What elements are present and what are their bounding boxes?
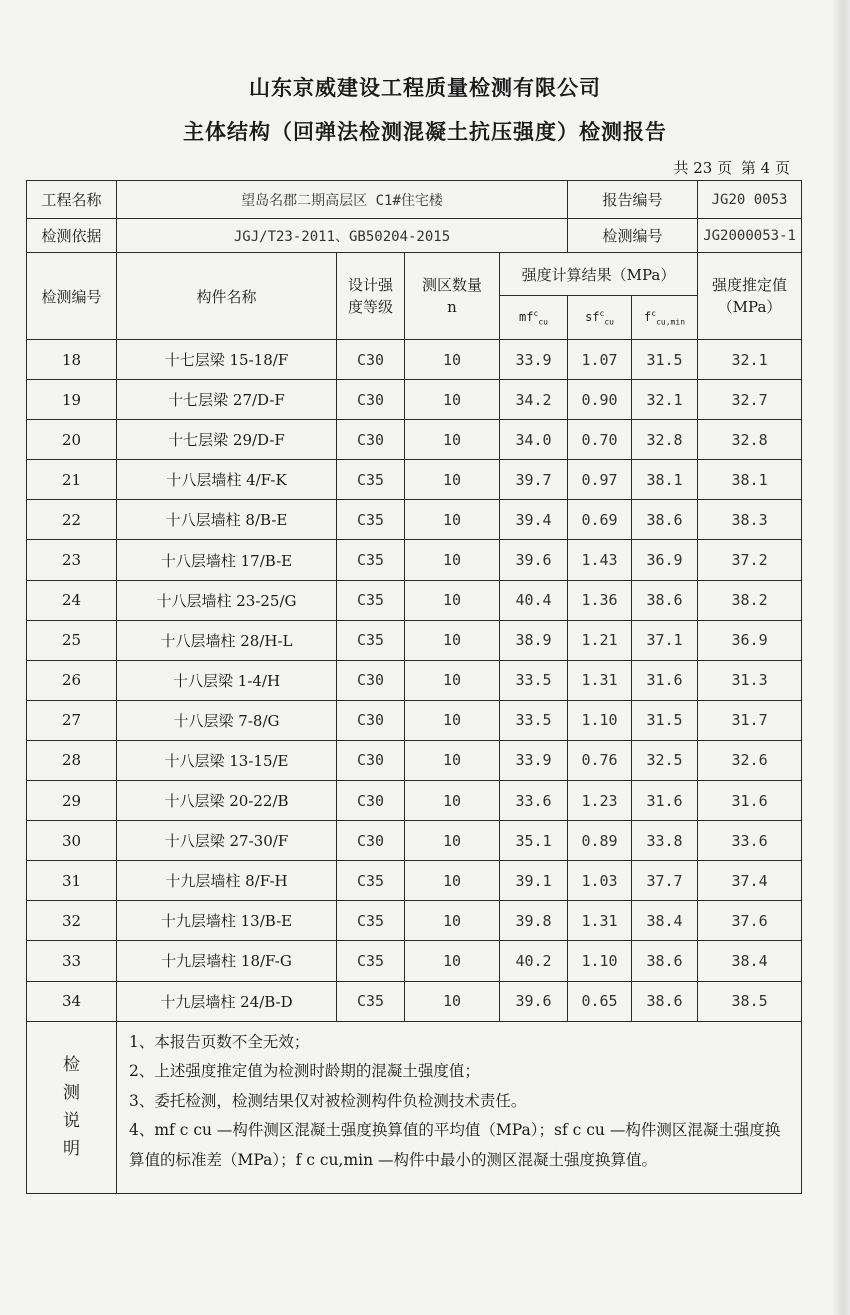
table-row — [27, 340, 802, 380]
header-row-1 — [27, 253, 802, 296]
cell-member: 十七层梁 15-18/F — [117, 340, 337, 380]
cell-zones: 10 — [405, 460, 500, 500]
cell-fmin: 31.6 — [632, 660, 698, 700]
col-header-mf — [500, 296, 568, 340]
cell-grade: C30 — [337, 340, 405, 380]
info-row-basis — [27, 219, 802, 253]
col-header-zones-symbol: n — [447, 298, 457, 316]
table-row — [27, 580, 802, 620]
cell-grade: C35 — [337, 941, 405, 981]
cell-sf: 0.76 — [568, 740, 632, 780]
cell-member: 十八层梁 27-30/F — [117, 821, 337, 861]
cell-mf: 39.1 — [500, 861, 568, 901]
notes-row — [27, 1021, 802, 1193]
cell-sf: 0.70 — [568, 420, 632, 460]
cell-zones: 10 — [405, 781, 500, 821]
cell-zones: 10 — [405, 420, 500, 460]
cell-member: 十八层墙柱 28/H-L — [117, 620, 337, 660]
project-value: 望岛名郡二期高层区 C1#住宅楼 — [117, 181, 568, 219]
cell-grade: C35 — [337, 460, 405, 500]
cell-id: 18 — [27, 340, 117, 380]
col-header-grade: 设计强度等级 — [337, 253, 405, 340]
cell-id: 23 — [27, 540, 117, 580]
cell-id: 22 — [27, 500, 117, 540]
page-info — [600, 157, 790, 178]
cell-mf: 34.0 — [500, 420, 568, 460]
cell-grade: C30 — [337, 660, 405, 700]
cell-fmin: 38.1 — [632, 460, 698, 500]
cell-est: 32.7 — [698, 380, 802, 420]
page-edge — [832, 0, 850, 1315]
cell-grade: C35 — [337, 901, 405, 941]
cell-id: 19 — [27, 380, 117, 420]
cell-member: 十九层墙柱 24/B-D — [117, 981, 337, 1021]
cell-fmin: 36.9 — [632, 540, 698, 580]
cell-est: 36.9 — [698, 620, 802, 660]
cell-mf: 34.2 — [500, 380, 568, 420]
cell-id: 29 — [27, 781, 117, 821]
cell-fmin: 31.5 — [632, 340, 698, 380]
table-row — [27, 861, 802, 901]
col-header-fmin — [632, 296, 698, 340]
cell-mf: 38.9 — [500, 620, 568, 660]
note-line-3: 3、委托检测，检测结果仅对被检测构件负检测技术责任。 — [129, 1091, 527, 1110]
project-label: 工程名称 — [27, 181, 117, 219]
notes-label-text: 检测说明 — [63, 1055, 80, 1160]
cell-grade: C35 — [337, 861, 405, 901]
cell-fmin: 32.5 — [632, 740, 698, 780]
cell-member: 十八层梁 20-22/B — [117, 781, 337, 821]
cell-member: 十八层梁 7-8/G — [117, 700, 337, 740]
table-row — [27, 500, 802, 540]
cell-sf: 0.65 — [568, 981, 632, 1021]
fmin-base: f — [644, 309, 652, 324]
cell-est: 32.6 — [698, 740, 802, 780]
cell-zones: 10 — [405, 620, 500, 660]
table-row — [27, 380, 802, 420]
cell-sf: 1.31 — [568, 901, 632, 941]
col-header-calc: 强度计算结果（MPa） — [500, 253, 698, 296]
sf-sup: c — [599, 308, 605, 318]
cell-member: 十八层墙柱 17/B-E — [117, 540, 337, 580]
cell-zones: 10 — [405, 981, 500, 1021]
cell-grade: C35 — [337, 620, 405, 660]
col-header-est: 强度推定值（MPa） — [698, 253, 802, 340]
cell-sf: 1.36 — [568, 580, 632, 620]
cell-member: 十八层梁 13-15/E — [117, 740, 337, 780]
cell-id: 24 — [27, 580, 117, 620]
cell-grade: C35 — [337, 500, 405, 540]
table-row — [27, 740, 802, 780]
cell-sf: 1.31 — [568, 660, 632, 700]
cell-id: 28 — [27, 740, 117, 780]
table-row — [27, 901, 802, 941]
col-header-id: 检测编号 — [27, 253, 117, 340]
cell-id: 20 — [27, 420, 117, 460]
cell-mf: 39.7 — [500, 460, 568, 500]
cell-zones: 10 — [405, 540, 500, 580]
report-table — [26, 180, 802, 1194]
col-header-member: 构件名称 — [117, 253, 337, 340]
fmin-sup: c — [651, 308, 657, 318]
cell-grade: C30 — [337, 700, 405, 740]
cell-fmin: 33.8 — [632, 821, 698, 861]
cell-member: 十八层墙柱 23-25/G — [117, 580, 337, 620]
cell-zones: 10 — [405, 740, 500, 780]
cell-member: 十八层墙柱 8/B-E — [117, 500, 337, 540]
cell-zones: 10 — [405, 580, 500, 620]
cell-est: 33.6 — [698, 821, 802, 861]
cell-fmin: 38.6 — [632, 981, 698, 1021]
cell-member: 十九层墙柱 18/F-G — [117, 941, 337, 981]
cell-fmin: 38.6 — [632, 941, 698, 981]
table-row — [27, 620, 802, 660]
cell-zones: 10 — [405, 660, 500, 700]
col-header-zones — [405, 253, 500, 340]
cell-zones: 10 — [405, 340, 500, 380]
cell-est: 38.1 — [698, 460, 802, 500]
cell-mf: 33.9 — [500, 740, 568, 780]
table-row — [27, 981, 802, 1021]
col-header-zones-label: 测区数量 — [421, 276, 482, 294]
test-no-value: JG2000053-1 — [698, 219, 802, 253]
cell-fmin: 32.1 — [632, 380, 698, 420]
cell-est: 31.6 — [698, 781, 802, 821]
sf-base: sf — [585, 309, 600, 324]
cell-est: 38.2 — [698, 580, 802, 620]
cell-sf: 1.07 — [568, 340, 632, 380]
cell-mf: 39.8 — [500, 901, 568, 941]
cell-sf: 0.97 — [568, 460, 632, 500]
cell-fmin: 38.6 — [632, 580, 698, 620]
cell-sf: 1.21 — [568, 620, 632, 660]
cell-fmin: 38.4 — [632, 901, 698, 941]
cell-est: 32.1 — [698, 340, 802, 380]
cell-grade: C30 — [337, 781, 405, 821]
cell-id: 34 — [27, 981, 117, 1021]
cell-sf: 0.90 — [568, 380, 632, 420]
cell-est: 38.3 — [698, 500, 802, 540]
cell-est: 38.4 — [698, 941, 802, 981]
cell-mf: 40.4 — [500, 580, 568, 620]
cell-est: 37.2 — [698, 540, 802, 580]
cell-member: 十九层墙柱 8/F-H — [117, 861, 337, 901]
table-row — [27, 420, 802, 460]
cell-zones: 10 — [405, 821, 500, 861]
cell-mf: 33.5 — [500, 660, 568, 700]
sf-sub: cu — [604, 317, 614, 327]
cell-grade: C30 — [337, 380, 405, 420]
notes-content — [117, 1021, 802, 1193]
cell-fmin: 37.7 — [632, 861, 698, 901]
cell-fmin: 31.6 — [632, 781, 698, 821]
cell-grade: C30 — [337, 740, 405, 780]
cell-member: 十八层墙柱 4/F-K — [117, 460, 337, 500]
cell-grade: C30 — [337, 821, 405, 861]
cell-est: 37.4 — [698, 861, 802, 901]
cell-sf: 1.43 — [568, 540, 632, 580]
cell-grade: C35 — [337, 981, 405, 1021]
cell-est: 31.3 — [698, 660, 802, 700]
table-row — [27, 781, 802, 821]
cell-fmin: 38.6 — [632, 500, 698, 540]
cell-mf: 33.5 — [500, 700, 568, 740]
cell-sf: 0.69 — [568, 500, 632, 540]
mf-sup: c — [533, 308, 539, 318]
cell-id: 25 — [27, 620, 117, 660]
notes-label — [27, 1021, 117, 1193]
test-no-label: 检测编号 — [568, 219, 698, 253]
cell-mf: 39.6 — [500, 981, 568, 1021]
page-current: 第 4 页 — [740, 159, 790, 177]
mf-base: mf — [519, 309, 534, 324]
cell-mf: 33.6 — [500, 781, 568, 821]
company-name: 山东京威建设工程质量检测有限公司 — [249, 75, 601, 100]
basis-label: 检测依据 — [27, 219, 117, 253]
cell-sf: 1.10 — [568, 700, 632, 740]
cell-id: 21 — [27, 460, 117, 500]
fmin-sub: cu,min — [656, 317, 686, 327]
cell-id: 33 — [27, 941, 117, 981]
cell-id: 32 — [27, 901, 117, 941]
table-row — [27, 821, 802, 861]
report-title: 主体结构（回弹法检测混凝土抗压强度）检测报告 — [183, 119, 667, 144]
cell-sf: 1.03 — [568, 861, 632, 901]
cell-member: 十八层梁 1-4/H — [117, 660, 337, 700]
table-row — [27, 700, 802, 740]
cell-fmin: 37.1 — [632, 620, 698, 660]
cell-est: 37.6 — [698, 901, 802, 941]
cell-member: 十九层墙柱 13/B-E — [117, 901, 337, 941]
cell-grade: C35 — [337, 580, 405, 620]
info-row-project — [27, 181, 802, 219]
report-no-label: 报告编号 — [568, 181, 698, 219]
cell-fmin: 31.5 — [632, 700, 698, 740]
cell-sf: 0.89 — [568, 821, 632, 861]
cell-mf: 39.4 — [500, 500, 568, 540]
table-row — [27, 460, 802, 500]
table-row — [27, 941, 802, 981]
cell-zones: 10 — [405, 861, 500, 901]
cell-member: 十七层梁 27/D-F — [117, 380, 337, 420]
cell-zones: 10 — [405, 700, 500, 740]
cell-est: 31.7 — [698, 700, 802, 740]
page-total: 共 23 页 — [673, 159, 733, 177]
note-line-4: 4、mf c cu —构件测区混凝土强度换算值的平均值（MPa）；sf c cu —构件测区混凝土强度换算值的标准差（MPa）；f c cu,min —构件中最小的测区混凝土强度换算值。 — [129, 1121, 781, 1169]
cell-grade: C35 — [337, 540, 405, 580]
cell-id: 31 — [27, 861, 117, 901]
cell-id: 27 — [27, 700, 117, 740]
cell-mf: 39.6 — [500, 540, 568, 580]
cell-mf: 33.9 — [500, 340, 568, 380]
table-row — [27, 540, 802, 580]
table-row — [27, 660, 802, 700]
basis-value: JGJ/T23-2011、GB50204-2015 — [117, 219, 568, 253]
cell-sf: 1.10 — [568, 941, 632, 981]
cell-zones: 10 — [405, 941, 500, 981]
cell-id: 30 — [27, 821, 117, 861]
col-header-sf — [568, 296, 632, 340]
cell-member: 十七层梁 29/D-F — [117, 420, 337, 460]
mf-sub: cu — [538, 317, 548, 327]
cell-sf: 1.23 — [568, 781, 632, 821]
cell-est: 32.8 — [698, 420, 802, 460]
note-line-1: 1、本报告页数不全无效； — [129, 1032, 310, 1051]
note-line-2: 2、上述强度推定值为检测时龄期的混凝土强度值； — [129, 1062, 480, 1081]
cell-fmin: 32.8 — [632, 420, 698, 460]
cell-id: 26 — [27, 660, 117, 700]
cell-grade: C30 — [337, 420, 405, 460]
cell-mf: 35.1 — [500, 821, 568, 861]
cell-zones: 10 — [405, 380, 500, 420]
cell-zones: 10 — [405, 500, 500, 540]
report-no-value: JG20 0053 — [698, 181, 802, 219]
cell-mf: 40.2 — [500, 941, 568, 981]
cell-zones: 10 — [405, 901, 500, 941]
cell-est: 38.5 — [698, 981, 802, 1021]
